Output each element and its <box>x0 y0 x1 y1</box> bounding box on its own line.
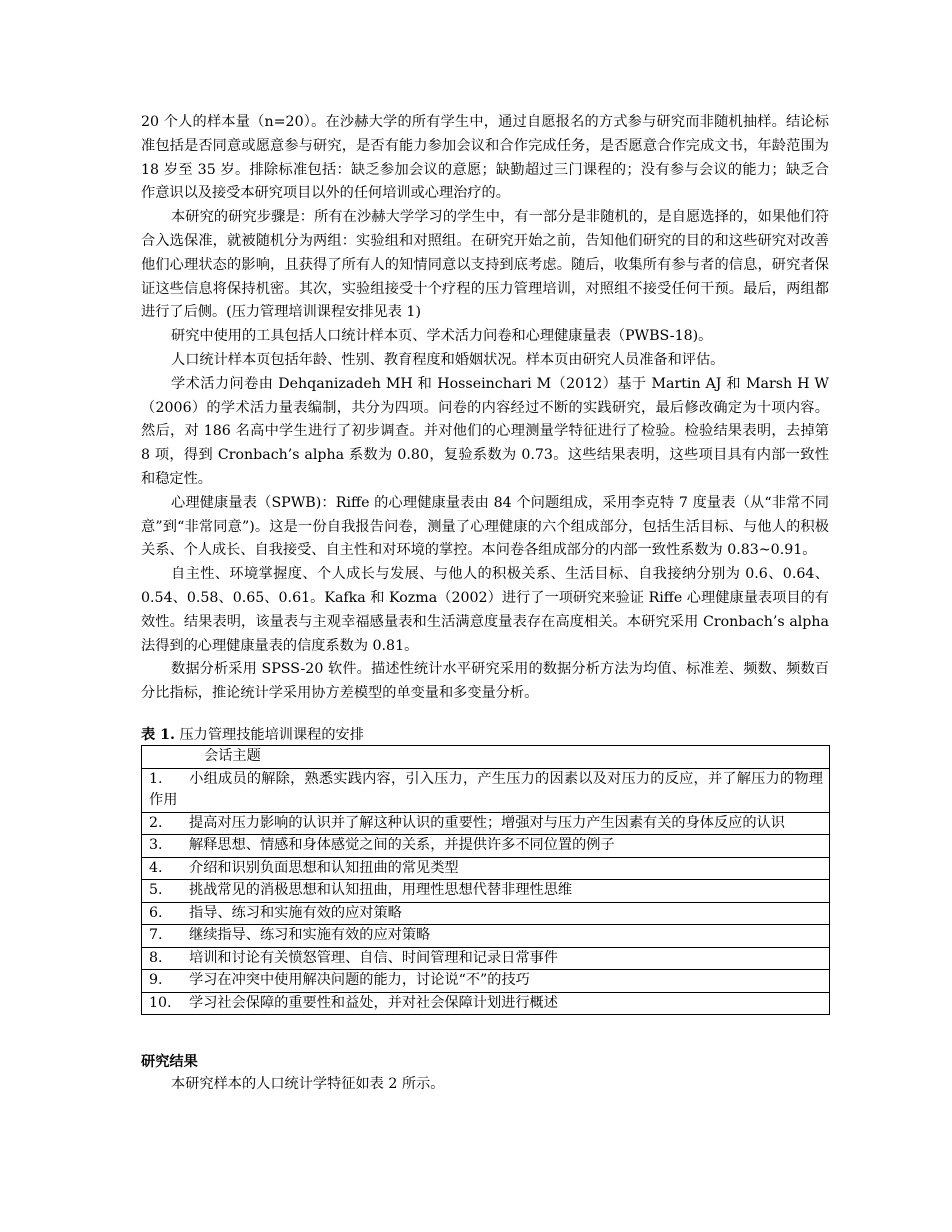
table-cell <box>142 768 830 812</box>
table-row <box>142 857 830 880</box>
row-number: 4. <box>149 859 163 876</box>
table-header-row <box>142 746 830 769</box>
row-text: 挑战常见的消极思想和认知扭曲，用理性思想代替非理性思维 <box>189 882 573 898</box>
table-title: 压力管理技能培训课程的安排 <box>179 727 364 743</box>
table-row <box>142 768 830 812</box>
table-row <box>142 992 830 1015</box>
table-cell <box>142 812 830 835</box>
paragraph: 学术活力问卷由 Dehqanizadeh MH 和 Hosseinchari M（2012）基于 Martin AJ 和 Marsh H W（2006）的学术活力量表编制，共分为四项。问卷的内容经过不断的实践研究，最后修改确定为十项内容。然后，对 186 名高中学生进行了初步调查。并对他们的心理测量学特征进行了检验。检验结果表明，去掉第 8 项，得到 Cronbach’s alpha 系数为 0.80，复验系数为 0.73。这些结果表明，这些项目具有内部一致性和稳定性。 <box>141 375 829 487</box>
table-row <box>142 812 830 835</box>
row-text: 介绍和识别负面思想和认知扭曲的常见类型 <box>189 859 459 876</box>
row-text: 解释思想、情感和身体感觉之间的关系，并提供许多不同位置的例子 <box>189 837 615 853</box>
table-row <box>142 925 830 948</box>
table-row <box>142 902 830 925</box>
section-heading: 研究结果 <box>141 1054 198 1070</box>
table-row <box>142 970 830 993</box>
row-number: 6. <box>149 904 163 921</box>
row-text: 学习在冲突中使用解决问题的能力，讨论说“不”的技巧 <box>189 972 530 988</box>
row-text: 提高对压力影响的认识并了解这种认识的重要性；增强对与压力产生因素有关的身体反应的认识 <box>189 814 785 831</box>
row-number: 3. <box>149 837 163 853</box>
table-header: 会话主题 <box>142 746 830 769</box>
table-cell <box>142 857 830 880</box>
table-row <box>142 947 830 970</box>
table-cell <box>142 902 830 925</box>
row-number: 10. <box>149 994 172 1011</box>
row-number: 7. <box>149 927 163 943</box>
paragraph: 自主性、环境掌握度、个人成长与发展、与他人的积极关系、生活目标、自我接纳分别为 0.6、0.64、0.54、0.58、0.65、0.61。Kafka 和 Kozma（2002）进行了一项研究来验证 Riffe 心理健康量表项目的有效性。结果表明，该量表与主观幸福感量表和生活满意度量表存在高度相关。本研究采用 Cronbach’s alpha 法得到的心理健康量表的信度系数为 0.81。 <box>141 566 829 654</box>
paragraph: 20 个人的样本量（n=20）。在沙赫大学的所有学生中，通过自愿报名的方式参与研究而非随机抽样。结论标准包括是否同意或愿意参与研究，是否有能力参加会议和合作完成任务，是否愿意合作完成文书，年龄范围为 18 岁至 35 岁。排除标准包括：缺乏参加会议的意愿；缺勤超过三门课程的；没有参与会议的能力；缺乏合作意识以及接受本研究项目以外的任何培训或心理治疗的。 <box>141 114 829 202</box>
table-cell <box>142 970 830 993</box>
row-text: 继续指导、练习和实施有效的应对策略 <box>189 927 431 943</box>
row-number: 8. <box>149 949 163 966</box>
row-number: 2. <box>149 814 163 831</box>
row-number: 9. <box>149 972 163 988</box>
row-number: 5. <box>149 882 163 898</box>
paragraph: 本研究的研究步骤是：所有在沙赫大学学习的学生中，有一部分是非随机的，是自愿选择的，如果他们符合入选保准，就被随机分为两组：实验组和对照组。在研究开始之前，告知他们研究的目的和这些研究对改善他们心理状态的影响，且获得了所有人的知情同意以支持到底考虑。随后，收集所有参与者的信息，研究者保证这些信息将保持机密。其次，实验组接受十个疗程的压力管理培训，对照组不接受任何干预。最后，两组都进行了后侧。(压力管理培训课程安排见表 1) <box>141 209 829 321</box>
paragraph: 研究中使用的工具包括人口统计样本页、学术活力问卷和心理健康量表（PWBS-18)。 <box>171 328 713 345</box>
paragraph: 心理健康量表（SPWB)：Riffe 的心理健康量表由 84 个问题组成，采用李克特 7 度量表（从“非常不同意”到“非常同意”)。这是一份自我报告问卷，测量了心理健康的六个组成部分，包括生活目标、与他人的积极关系、个人成长、自我接受、自主性和对环境的掌控。本问卷各组成部分的内部一致性系数为 0.83~0.91。 <box>141 494 829 559</box>
table-row <box>142 880 830 903</box>
table-cell <box>142 880 830 903</box>
table-caption <box>141 724 829 746</box>
row-text: 学习社会保障的重要性和益处，并对社会保障计划进行概述 <box>189 994 558 1011</box>
paragraph: 人口统计样本页包括年龄、性别、教育程度和婚姻状况。样本页由研究人员准备和评估。 <box>171 351 725 368</box>
row-text: 指导、练习和实施有效的应对策略 <box>189 904 402 921</box>
table-row <box>142 835 830 858</box>
table-cell <box>142 835 830 858</box>
table-cell <box>142 947 830 970</box>
session-table <box>141 745 830 1015</box>
paragraph: 数据分析采用 SPSS-20 软件。描述性统计水平研究采用的数据分析方法为均值、标准差、频数、频数百分比指标，推论统计学采用协方差模型的单变量和多变量分析。 <box>141 661 829 702</box>
body-text <box>141 111 829 706</box>
table-cell <box>142 992 830 1015</box>
results-paragraph: 本研究样本的人口统计学特征如表 2 所示。 <box>171 1076 445 1092</box>
row-number: 1. <box>149 770 163 787</box>
table-cell <box>142 925 830 948</box>
row-text: 小组成员的解除，熟悉实践内容，引入压力，产生压力的因素以及对压力的反应，并了解压力的物理作用 <box>149 770 823 808</box>
row-text: 培训和讨论有关愤怒管理、自信、时间管理和记录日常事件 <box>189 949 558 966</box>
table-label: 表 1. <box>141 727 175 743</box>
